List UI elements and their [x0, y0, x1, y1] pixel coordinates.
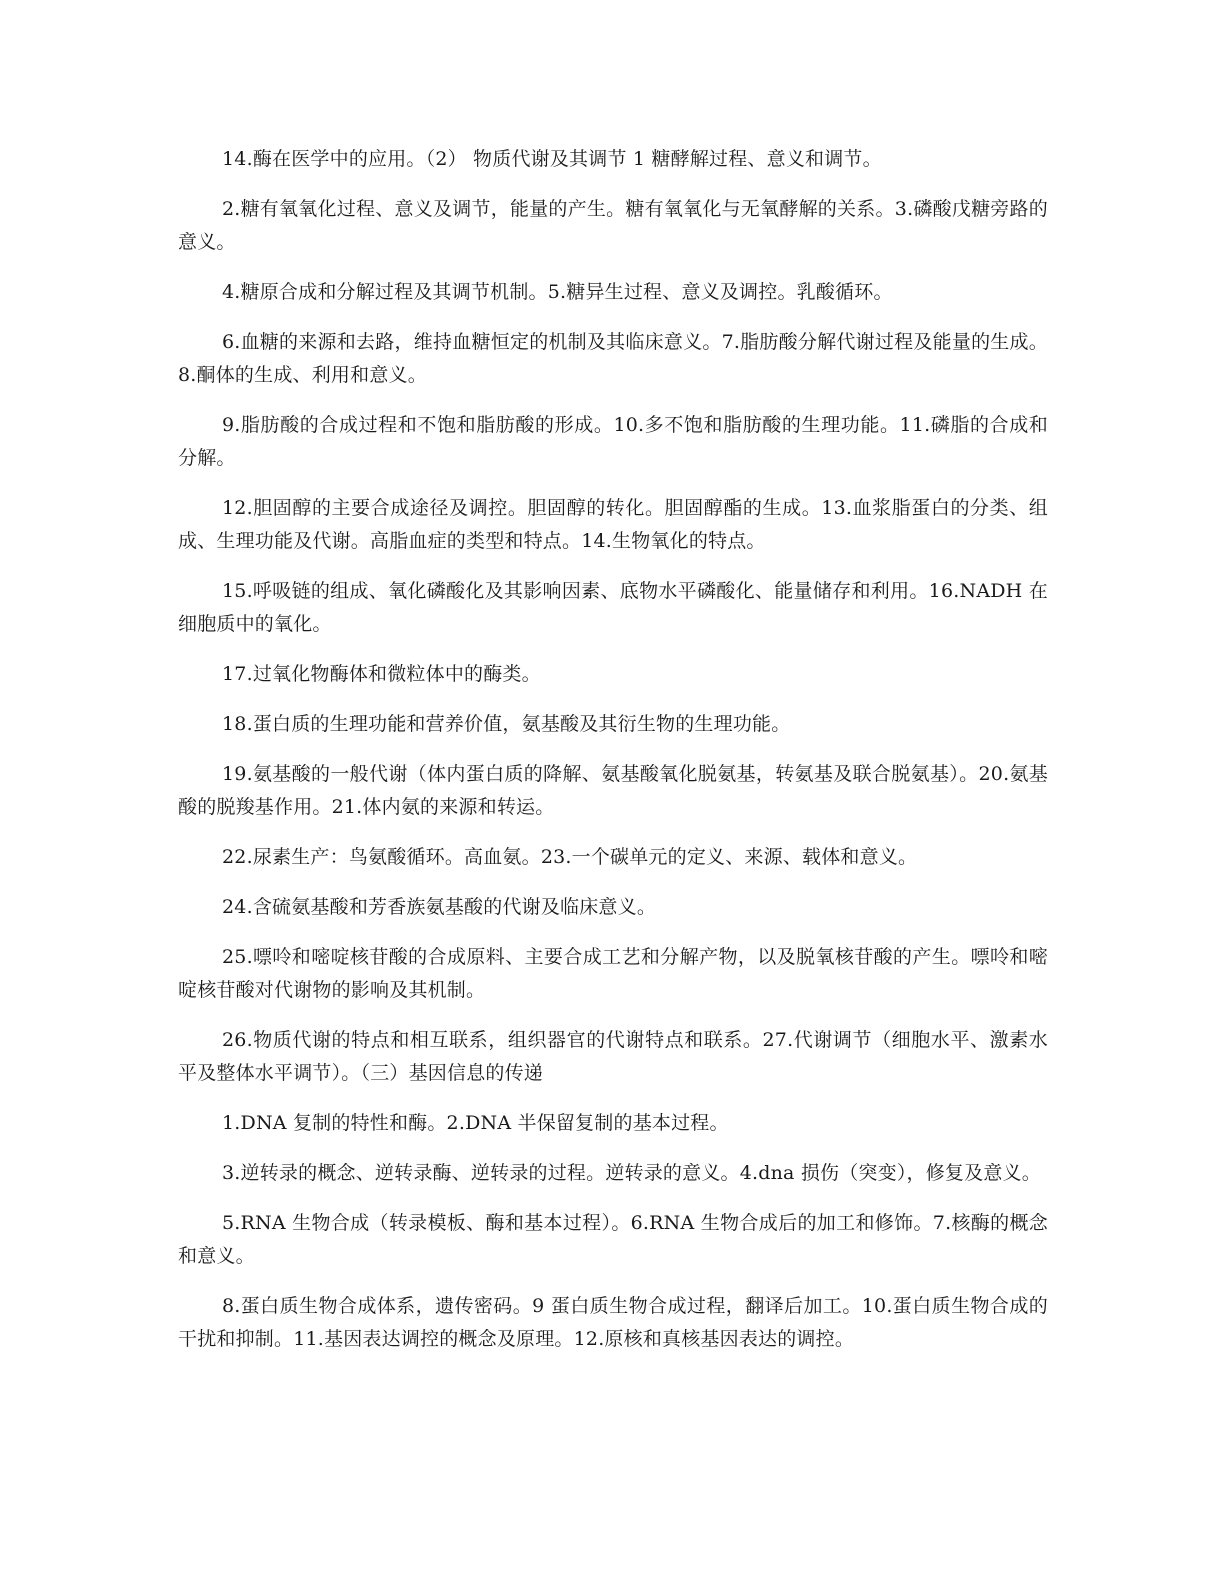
- paragraph-5: 9.脂肪酸的合成过程和不饱和脂肪酸的形成。10.多不饱和脂肪酸的生理功能。11.磷脂的合成和分解。: [178, 414, 1048, 469]
- document-body: [178, 143, 1048, 1373]
- paragraph-2: 2.糖有氧氧化过程、意义及调节，能量的产生。糖有氧氧化与无氧酵解的关系。3.磷酸戊糖旁路的意义。: [178, 198, 1048, 253]
- paragraph-8: 17.过氧化物酶体和微粒体中的酶类。: [222, 663, 541, 685]
- paragraph-7: 15.呼吸链的组成、氧化磷酸化及其影响因素、底物水平磷酸化、能量储存和利用。16.NADH 在细胞质中的氧化。: [178, 580, 1048, 635]
- paragraph-18: 8.蛋白质生物合成体系，遗传密码。9 蛋白质生物合成过程，翻译后加工。10.蛋白质生物合成的干扰和抑制。11.基因表达调控的概念及原理。12.原核和真核基因表达的调控。: [178, 1295, 1048, 1350]
- paragraph-13: 25.嘌呤和嘧啶核苷酸的合成原料、主要合成工艺和分解产物，以及脱氧核苷酸的产生。嘌呤和嘧啶核苷酸对代谢物的影响及其机制。: [178, 946, 1048, 1001]
- paragraph-11: 22.尿素生产：鸟氨酸循环。高血氨。23.一个碳单元的定义、来源、载体和意义。: [222, 846, 918, 868]
- paragraph-10: 19.氨基酸的一般代谢（体内蛋白质的降解、氨基酸氧化脱氨基，转氨基及联合脱氨基）。20.氨基酸的脱羧基作用。21.体内氨的来源和转运。: [178, 763, 1048, 818]
- paragraph-9: 18.蛋白质的生理功能和营养价值，氨基酸及其衍生物的生理功能。: [222, 713, 791, 735]
- paragraph-16: 3.逆转录的概念、逆转录酶、逆转录的过程。逆转录的意义。4.dna 损伤（突变），修复及意义。: [222, 1162, 1041, 1184]
- paragraph-3: 4.糖原合成和分解过程及其调节机制。5.糖异生过程、意义及调控。乳酸循环。: [222, 281, 893, 303]
- paragraph-4: 6.血糖的来源和去路，维持血糖恒定的机制及其临床意义。7.脂肪酸分解代谢过程及能量的生成。8.酮体的生成、利用和意义。: [178, 331, 1048, 386]
- paragraph-12: 24.含硫氨基酸和芳香族氨基酸的代谢及临床意义。: [222, 896, 657, 918]
- paragraph-6: 12.胆固醇的主要合成途径及调控。胆固醇的转化。胆固醇酯的生成。13.血浆脂蛋白的分类、组成、生理功能及代谢。高脂血症的类型和特点。14.生物氧化的特点。: [178, 497, 1048, 552]
- paragraph-1: 14.酶在医学中的应用。（2） 物质代谢及其调节 1 糖酵解过程、意义和调节。: [222, 148, 882, 170]
- paragraph-15: 1.DNA 复制的特性和酶。2.DNA 半保留复制的基本过程。: [222, 1112, 729, 1134]
- paragraph-17: 5.RNA 生物合成（转录模板、酶和基本过程）。6.RNA 生物合成后的加工和修饰。7.核酶的概念和意义。: [178, 1212, 1048, 1267]
- paragraph-14: 26.物质代谢的特点和相互联系，组织器官的代谢特点和联系。27.代谢调节（细胞水平、激素水平及整体水平调节）。（三）基因信息的传递: [178, 1029, 1048, 1084]
